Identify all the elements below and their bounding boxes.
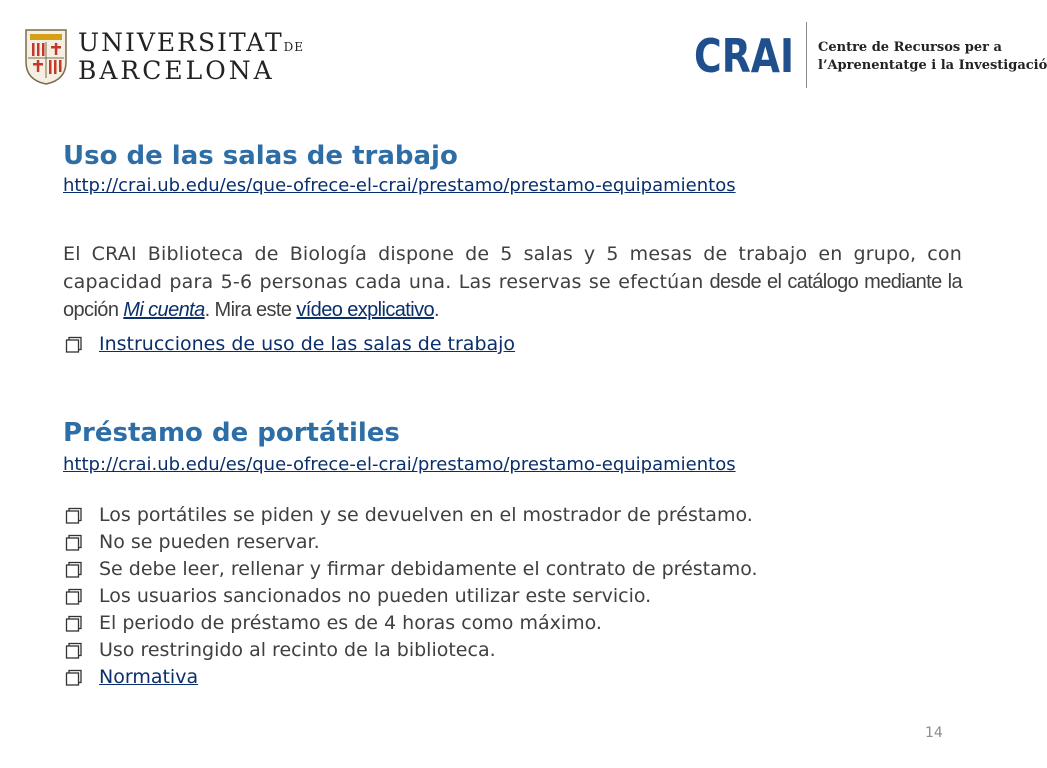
section-title-salas: Uso de las salas de trabajo [63, 141, 458, 171]
mi-cuenta-link[interactable]: Mi cuenta [123, 299, 205, 321]
url-link-salas[interactable]: http://crai.ub.edu/es/que-ofrece-el-crai/prestamo/prestamo-equipamientos [63, 175, 736, 196]
list-item-text: Se debe leer, rellenar y firmar debidamente el contrato de préstamo. [99, 558, 758, 580]
crai-logo [694, 22, 1047, 88]
list-item [63, 583, 758, 610]
list-item [63, 610, 758, 637]
list-item-text: Los portátiles se piden y se devuelven en el mostrador de préstamo. [99, 504, 753, 526]
list-item-text: Uso restringido al recinto de la biblioteca. [99, 639, 496, 661]
crai-divider [806, 22, 807, 88]
instrucciones-salas-link[interactable]: Instrucciones de uso de las salas de trabajo [99, 333, 516, 355]
checkbox-bullet-icon [66, 670, 82, 686]
list-item [63, 637, 758, 664]
list-item [63, 556, 758, 583]
list-item-text: Los usuarios sancionados no pueden utilizar este servicio. [99, 585, 652, 607]
normativa-link[interactable]: Normativa [99, 666, 199, 688]
list-item [63, 529, 758, 556]
crai-wordmark [694, 29, 794, 83]
list-item-text: El periodo de préstamo es de 4 horas como máximo. [99, 612, 602, 634]
portatiles-bullet-list [63, 502, 758, 691]
crai-subtitle [818, 39, 1047, 75]
crai-subtitle-line2: l’Aprenentatge i la Investigació [818, 58, 1047, 73]
paragraph-text-1: El CRAI Biblioteca de Biología dispone de 5 salas y 5 mesas de trabajo en grupo, con capacidad para 5-6 personas cada una. Las reservas se efectúan [63, 243, 962, 293]
checkbox-bullet-icon [66, 616, 82, 632]
crai-subtitle-line1: Centre de Recursos per a [818, 40, 1002, 55]
checkbox-bullet-icon [66, 337, 82, 353]
ub-name-line2: BARCELONA [78, 56, 275, 85]
checkbox-bullet-icon [66, 589, 82, 605]
list-item-text: No se pueden reservar. [99, 531, 320, 553]
video-explicativo-link[interactable]: vídeo explicativo [296, 299, 434, 321]
checkbox-bullet-icon [66, 643, 82, 659]
crai-wordmark-text: CRAI [694, 29, 794, 83]
salas-paragraph [63, 240, 962, 324]
list-item [63, 331, 515, 358]
section-title-portatiles: Préstamo de portátiles [63, 418, 400, 448]
ub-name-line1: UNIVERSITATDE [78, 28, 305, 57]
paragraph-text-4: . [434, 299, 439, 321]
url-link-portatiles[interactable]: http://crai.ub.edu/es/que-ofrece-el-crai/prestamo/prestamo-equipamientos [63, 454, 736, 475]
checkbox-bullet-icon [66, 535, 82, 551]
checkbox-bullet-icon [66, 508, 82, 524]
paragraph-text-2: desde el catálogo mediante la opción [63, 271, 962, 321]
list-item [63, 664, 758, 691]
page-number: 14 [925, 725, 943, 741]
checkbox-bullet-icon [66, 562, 82, 578]
salas-bullet-list [63, 331, 515, 358]
ub-crest-icon [24, 26, 68, 86]
paragraph-text-3: . Mira este [204, 299, 297, 321]
university-of-barcelona-logo [24, 26, 305, 88]
list-item [63, 502, 758, 529]
